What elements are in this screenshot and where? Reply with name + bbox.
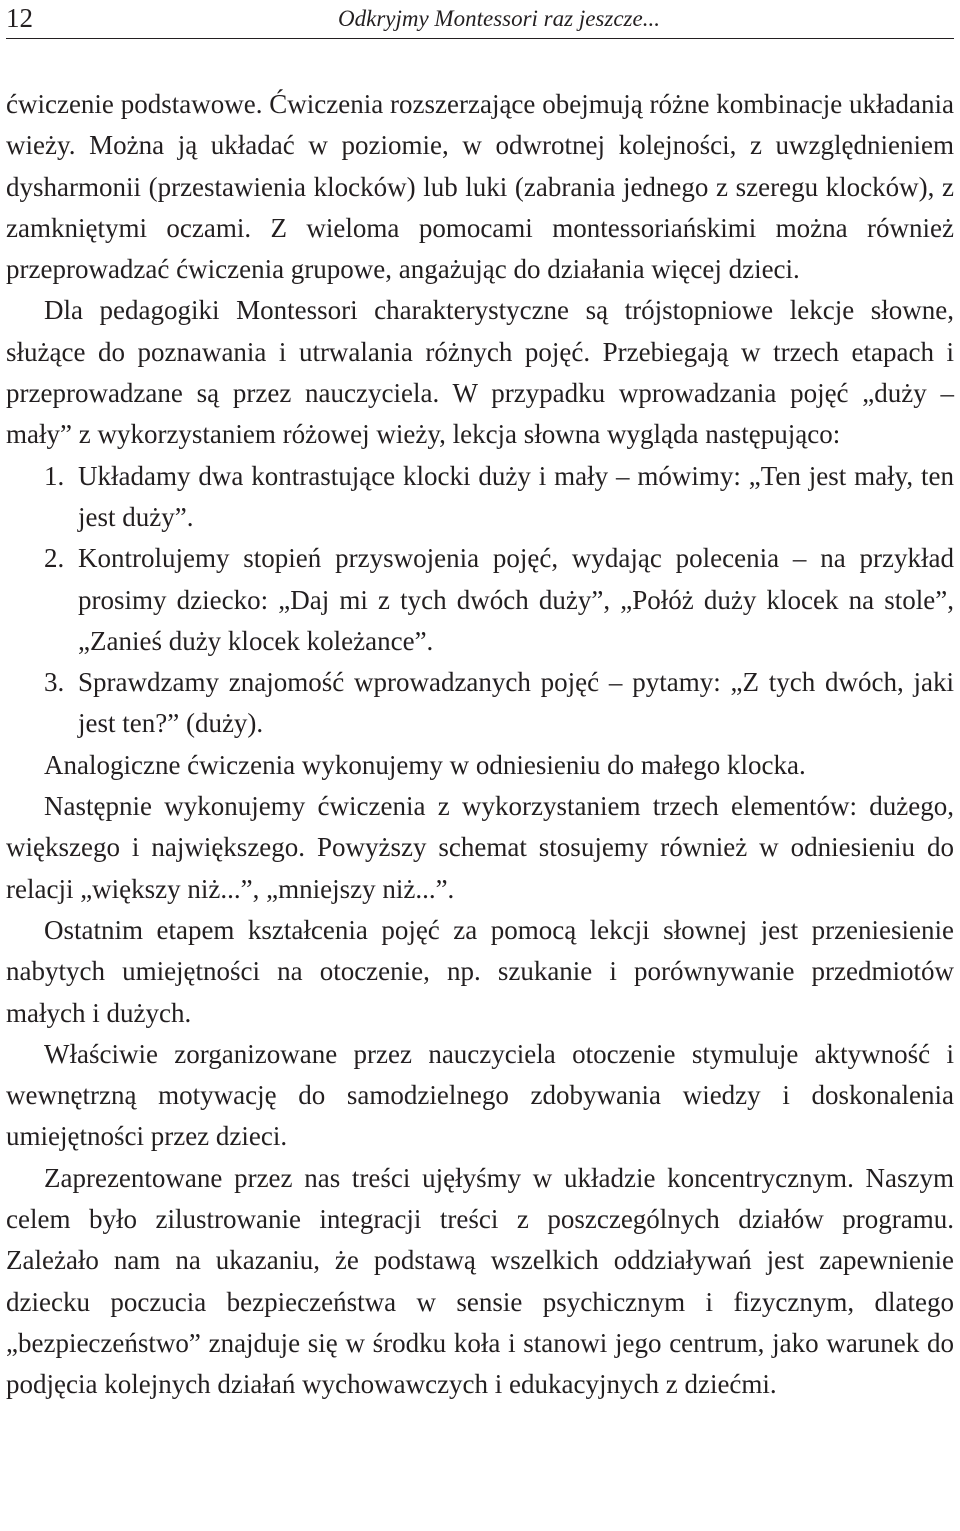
- paragraph: Ostatnim etapem kształcenia pojęć za pomocą lekcji słownej jest przeniesienie nabytych umiejętności na otoczenie, np. szukanie i porównywanie przedmiotów małych i dużych.: [6, 914, 954, 1028]
- paragraph: ćwiczenie podstawowe. Ćwiczenia rozszerzające obejmują różne kombinacje układania wieży. Można ją układać w poziomie, w odwrotnej kolejności, z uwzględnieniem dysharmonii (przestawienia klocków) lub luki (zabrania jednego z szeregu klocków), z zamkniętymi oczami. Z wieloma pomocami montessoriańskimi można również przeprowadzać ćwiczenia grupowe, angażując do działania więcej dzieci.: [6, 89, 954, 285]
- body-text: [6, 84, 954, 1406]
- paragraph: Właściwie zorganizowane przez nauczyciela otoczenie stymuluje aktywność i wewnętrzną motywację do samodzielnego zdobywania wiedzy i doskonalenia umiejętności przez dzieci.: [6, 1038, 954, 1152]
- page-number: 12: [6, 3, 33, 33]
- list-number: 3.: [44, 667, 65, 698]
- list-item: [6, 456, 954, 539]
- paragraph: Dla pedagogiki Montessori charakterystyczne są trójstopniowe lekcje słowne, służące do poznawania i utrwalania różnych pojęć. Przebiegają w trzech etapach i przeprowadzane są przez nauczyciela. W przypadku wprowadzania pojęć „duży – mały” z wykorzystaniem różowej wieży, lekcja słowna wygląda następująco:: [6, 295, 954, 450]
- paragraph: Następnie wykonujemy ćwiczenia z wykorzystaniem trzech elementów: dużego, większego i największego. Powyższy schemat stosujemy również w odniesieniu do relacji „większy niż...”, „mniejszy niż...”.: [6, 791, 954, 904]
- running-title: Odkryjmy Montessori raz jeszcze...: [338, 6, 660, 31]
- list-item: [6, 662, 954, 745]
- page-header: [6, 0, 954, 39]
- list-number: 1.: [44, 460, 65, 491]
- list-text: Układamy dwa kontrastujące klocki duży i mały – mówimy: „Ten jest mały, ten jest duży”.: [78, 460, 954, 532]
- numbered-list: [6, 456, 954, 745]
- list-text: Kontrolujemy stopień przyswojenia pojęć, wydając polecenia – na przykład prosimy dziecko: „Daj mi z tych dwóch duży”, „Połóż duży klocek na stole”, „Zanieś duży klocek koleżance”.: [78, 543, 954, 656]
- list-text: Sprawdzamy znajomość wprowadzanych pojęć – pytamy: „Z tych dwóch, jaki jest ten?” (duży).: [78, 667, 954, 739]
- paragraph: Zaprezentowane przez nas treści ujęłyśmy w układzie koncentrycznym. Naszym celem było zilustrowanie integracji treści z poszczególnych działów programu. Zależało nam na ukazaniu, że podstawą wszelkich oddziaływań jest zapewnienie dziecku poczucia bezpieczeństwa w sensie psychicznym i fizycznym, dlatego „bezpieczeństwo” znajduje się w środku koła i stanowi jego centrum, jako warunek do podjęcia kolejnych działań wychowawczych i edukacyjnych z dziećmi.: [6, 1162, 954, 1400]
- list-item: [6, 538, 954, 662]
- paragraph: Analogiczne ćwiczenia wykonujemy w odniesieniu do małego klocka.: [44, 749, 806, 780]
- list-number: 2.: [44, 543, 65, 574]
